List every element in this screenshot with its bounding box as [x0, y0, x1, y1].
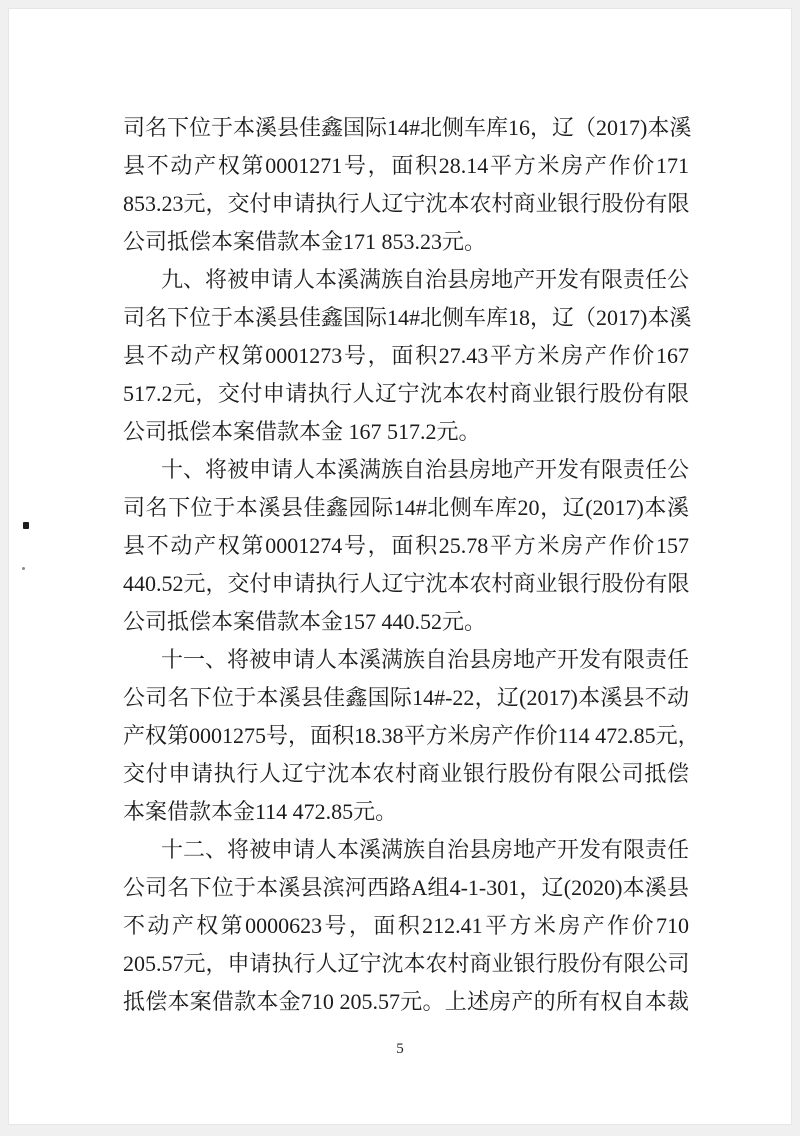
page-number: 5 — [396, 1041, 404, 1057]
ruling-body-text — [123, 109, 700, 1021]
document-line: 公司抵偿本案借款本金 167 517.2元。 — [123, 419, 481, 444]
document-line: 司名下位于本溪县佳鑫国际14#北侧车库18，辽（2017)本溪 — [123, 305, 692, 330]
document-line: 853.23元，交付申请执行人辽宁沈本农村商业银行股份有限 — [123, 191, 690, 216]
document-line: 公司名下位于本溪县佳鑫国际14#-22，辽(2017)本溪县不动 — [123, 685, 689, 710]
document-line: 十、将被申请人本溪满族自治县房地产开发有限责任公 — [161, 457, 690, 482]
document-line: 县不动产权第0001273号，面积27.43平方米房产作价167 — [123, 343, 689, 368]
document-line: 九、将被申请人本溪满族自治县房地产开发有限责任公 — [161, 267, 690, 292]
document-line: 不动产权第0000623号，面积212.41平方米房产作价710 — [123, 913, 689, 938]
document-line: 205.57元，申请执行人辽宁沈本农村商业银行股份有限公司 — [123, 951, 690, 976]
document-line: 司名下位于本溪县佳鑫国际14#北侧车库16，辽（2017)本溪 — [123, 115, 692, 140]
document-line: 十一、将被申请人本溪满族自治县房地产开发有限责任 — [161, 647, 690, 672]
ink-speck — [23, 522, 29, 529]
document-line: 公司名下位于本溪县滨河西路A组4-1-301，辽(2020)本溪县 — [123, 875, 689, 900]
document-line: 440.52元，交付申请执行人辽宁沈本农村商业银行股份有限 — [123, 571, 690, 596]
document-line: 交付申请执行人辽宁沈本农村商业银行股份有限公司抵偿 — [123, 761, 689, 786]
document-line: 十二、将被申请人本溪满族自治县房地产开发有限责任 — [161, 837, 690, 862]
document-line: 公司抵偿本案借款本金171 853.23元。 — [123, 229, 487, 254]
document-line: 公司抵偿本案借款本金157 440.52元。 — [123, 609, 487, 634]
ink-speck — [22, 567, 25, 570]
document-line: 产权第0001275号，面积18.38平方米房产作价114 472.85元， — [123, 723, 700, 748]
document-line: 县不动产权第0001274号，面积25.78平方米房产作价157 — [123, 533, 689, 558]
document-line: 司名下位于本溪县佳鑫园际14#北侧车库20，辽(2017)本溪 — [123, 495, 689, 520]
document-line: 517.2元，交付申请执行人辽宁沈本农村商业银行股份有限 — [123, 381, 689, 406]
document-line: 本案借款本金114 472.85元。 — [123, 799, 398, 824]
document-page — [8, 8, 792, 1125]
document-line: 县不动产权第0001271号，面积28.14平方米房产作价171 — [123, 153, 689, 178]
document-line: 抵偿本案借款本金710 205.57元。上述房产的所有权自本裁 — [123, 989, 689, 1014]
